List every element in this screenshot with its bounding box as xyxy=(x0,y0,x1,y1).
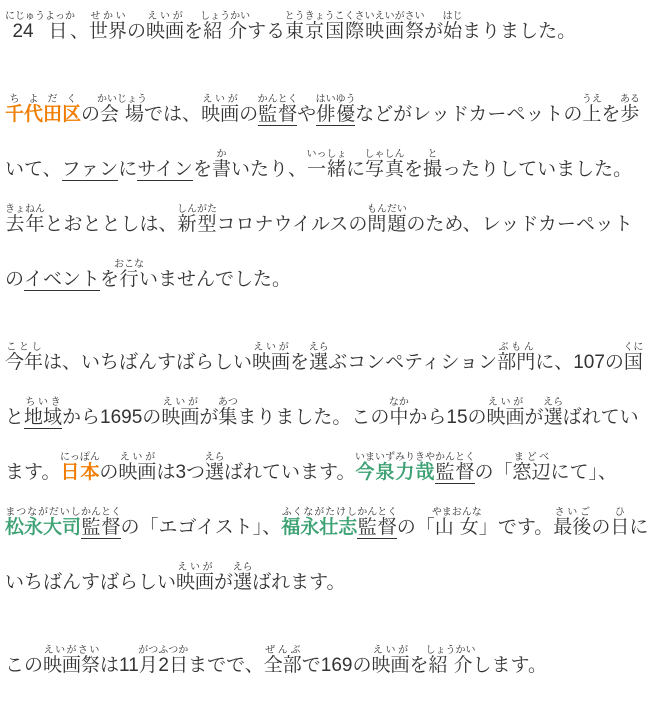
furigana-annotation: えら xyxy=(204,452,225,463)
text-run: は、いちばんすばらしい xyxy=(43,352,253,373)
text-run xyxy=(146,11,185,42)
text-run: いたり、 xyxy=(230,159,307,180)
text-run: します。 xyxy=(472,655,548,676)
furigana-annotation: か xyxy=(211,149,231,160)
text-run: が xyxy=(524,407,544,428)
text-run: コロナウイルスの xyxy=(216,214,368,235)
ruby-base-text: 問題もんだい xyxy=(366,204,407,235)
text-run: を xyxy=(192,159,212,180)
furigana-annotation: ちいき xyxy=(24,397,63,408)
ruby-base-text: 一緒いっしょ xyxy=(306,149,347,180)
furigana-annotation: えら xyxy=(232,562,253,573)
text-run xyxy=(114,259,145,290)
text-run xyxy=(138,645,159,676)
text-run: までで、 xyxy=(188,655,264,676)
text-run xyxy=(431,507,482,538)
dictionary-link[interactable]: イベント xyxy=(24,269,101,290)
furigana-annotation: まどべ xyxy=(512,452,551,463)
dictionary-link[interactable] xyxy=(435,452,476,484)
text-run: などがレッドカーペットの xyxy=(355,104,583,125)
text-run xyxy=(308,342,329,373)
ruby-base-text: 世界せかい xyxy=(89,11,128,42)
text-run: から15の xyxy=(408,407,487,428)
text-run: 、 xyxy=(69,21,89,42)
text-run: の xyxy=(81,104,101,125)
text-run xyxy=(177,204,218,235)
ruby-base-text: 日本にっぽん xyxy=(60,452,100,483)
ruby-base-text: 今年ことし xyxy=(5,342,44,373)
furigana-annotation: ことし xyxy=(5,342,43,353)
text-run xyxy=(263,645,302,676)
furigana-annotation: えら xyxy=(308,342,329,353)
dictionary-link[interactable] xyxy=(24,397,63,429)
paragraph xyxy=(5,87,649,307)
furigana-annotation: やまおんな xyxy=(431,507,482,518)
ruby-base-text: 日ひ xyxy=(610,507,630,538)
dictionary-link[interactable] xyxy=(81,507,122,539)
furigana-annotation: ある xyxy=(619,94,640,105)
text-run: が xyxy=(214,572,234,593)
text-run xyxy=(252,342,291,373)
furigana-annotation: えいが xyxy=(486,397,525,408)
furigana-annotation: まつながだいし xyxy=(5,507,81,518)
text-run: ばれています。 xyxy=(5,407,639,483)
ruby-base-text: 山女やまおんな xyxy=(431,507,482,538)
text-run xyxy=(442,11,463,42)
text-run: とおととしは、 xyxy=(44,214,178,235)
ruby-base-text: 映画えいが xyxy=(371,645,410,676)
paragraph xyxy=(5,638,649,693)
furigana-annotation: しょうかい xyxy=(200,11,251,22)
furigana-annotation: かんとく xyxy=(257,94,298,105)
text-run xyxy=(425,645,476,676)
text-run xyxy=(366,204,407,235)
furigana-annotation: ちよだく xyxy=(5,94,82,105)
dictionary-link[interactable] xyxy=(315,94,356,126)
text-run: のため、レッドカーペットの xyxy=(5,214,633,290)
text-run: を xyxy=(409,655,429,676)
place-link[interactable] xyxy=(5,94,82,125)
ruby-base-text: 監督かんとく xyxy=(357,507,398,538)
text-run xyxy=(371,645,410,676)
ruby-base-text: 映画えいが xyxy=(118,452,157,483)
furigana-annotation: せかい xyxy=(89,11,127,22)
text-run: で169の xyxy=(301,655,372,676)
text-run: の xyxy=(127,21,147,42)
text-run: を xyxy=(184,21,204,42)
ruby-base-text: 新型しんがた xyxy=(177,204,218,235)
text-run: 」です。 xyxy=(478,517,554,538)
text-run: から1695の xyxy=(62,407,162,428)
furigana-annotation: ふつか xyxy=(158,645,189,656)
ruby-base-text: 国くに xyxy=(623,342,644,373)
ruby-base-text: 監督かんとく xyxy=(435,452,476,483)
text-run: に xyxy=(118,159,138,180)
ruby-base-text: 選えら xyxy=(308,342,329,373)
furigana-annotation: えいがさい xyxy=(43,645,101,656)
text-run: は3つ xyxy=(156,462,206,483)
ruby-base-text: 俳優はいゆう xyxy=(315,94,356,125)
furigana-annotation: にっぽん xyxy=(60,452,100,463)
furigana-annotation: えいが xyxy=(146,11,185,22)
text-run: の「エゴイスト」、 xyxy=(120,517,282,538)
text-run: にいちばんすばらしい xyxy=(5,517,649,593)
text-run: まりました。 xyxy=(462,21,577,42)
person-link[interactable] xyxy=(5,507,82,538)
text-run xyxy=(201,94,240,125)
ruby-base-text: 映画えいが xyxy=(146,11,185,42)
ruby-base-text: 選えら xyxy=(204,452,225,483)
ruby-base-text: 紹介しょうかい xyxy=(200,11,251,42)
text-run: の「 xyxy=(474,462,513,483)
text-run: いて、 xyxy=(5,159,62,180)
text-run: の xyxy=(99,462,119,483)
ruby-base-text: 上うえ xyxy=(581,94,602,125)
text-run: と xyxy=(5,407,25,428)
text-run xyxy=(5,11,75,42)
ruby-base-text: 紹介しょうかい xyxy=(425,645,476,676)
furigana-annotation: いっしょ xyxy=(306,149,347,160)
furigana-annotation: きょねん xyxy=(5,204,45,215)
text-run: この xyxy=(5,655,44,676)
furigana-annotation: しゃしん xyxy=(364,149,405,160)
place-link[interactable] xyxy=(60,452,100,483)
ruby-base-text: 監督かんとく xyxy=(257,94,298,125)
text-run xyxy=(161,397,200,428)
ruby-base-text: 行おこな xyxy=(114,259,145,290)
text-run: まりました。この xyxy=(237,407,390,428)
text-run: を xyxy=(290,352,310,373)
ruby-base-text: 地域ちいき xyxy=(24,397,63,428)
ruby-base-text: 東京国際映画祭とうきょうこくさいえいがさい xyxy=(284,11,425,42)
text-run: ばれます。 xyxy=(252,572,346,593)
text-run: ったりしていました。 xyxy=(442,159,633,180)
text-run xyxy=(553,507,592,538)
ruby-base-text: 写真しゃしん xyxy=(364,149,405,180)
text-run xyxy=(211,149,231,180)
text-run: にて」、 xyxy=(550,462,618,483)
text-run xyxy=(619,94,640,125)
ruby-base-text: 2日ふつか xyxy=(158,645,189,676)
person-link[interactable] xyxy=(355,452,436,483)
text-run: の xyxy=(239,104,259,125)
text-run xyxy=(364,149,405,180)
ruby-base-text: 書か xyxy=(211,149,231,180)
furigana-annotation: えいが xyxy=(252,342,291,353)
text-run: の「 xyxy=(396,517,435,538)
text-run xyxy=(217,397,238,428)
text-run xyxy=(623,342,644,373)
text-run: ばれています。 xyxy=(224,462,356,483)
text-run xyxy=(118,452,157,483)
text-run xyxy=(388,397,409,428)
furigana-annotation: くに xyxy=(623,342,644,353)
text-run xyxy=(176,562,215,593)
furigana-annotation: しょうかい xyxy=(425,645,476,656)
text-run: いませんでした。 xyxy=(139,269,292,290)
text-run xyxy=(5,342,44,373)
text-run: や xyxy=(297,104,317,125)
ruby-base-text: 監督かんとく xyxy=(81,507,122,538)
furigana-annotation: はいゆう xyxy=(315,94,356,105)
furigana-annotation: とうきょうこくさいえいがさい xyxy=(284,11,425,22)
ruby-base-text: 去年きょねん xyxy=(5,204,45,235)
furigana-annotation: うえ xyxy=(581,94,602,105)
text-run: に xyxy=(346,159,366,180)
ruby-base-text: 映画えいが xyxy=(176,562,215,593)
text-run xyxy=(43,645,101,676)
text-run: を xyxy=(404,159,424,180)
ruby-base-text: 映画えいが xyxy=(161,397,200,428)
ruby-base-text: 選えら xyxy=(232,562,253,593)
text-run: が xyxy=(199,407,219,428)
furigana-annotation: えいが xyxy=(176,562,215,573)
ruby-base-text: 24日にじゅうよっか xyxy=(5,11,75,42)
furigana-annotation: ぜんぶ xyxy=(263,645,302,656)
text-run xyxy=(306,149,347,180)
ruby-base-text: 中なか xyxy=(388,397,409,428)
ruby-base-text: 最後さいご xyxy=(553,507,592,538)
text-run xyxy=(497,342,536,373)
ruby-base-text: 今泉力哉いまいずみりきや xyxy=(355,452,436,483)
text-run xyxy=(97,94,148,125)
text-run xyxy=(423,149,443,180)
text-run xyxy=(158,645,189,676)
ruby-base-text: 会場かいじょう xyxy=(97,94,148,125)
text-run: は11 xyxy=(100,655,139,676)
furigana-annotation: えいが xyxy=(161,397,200,408)
person-link[interactable] xyxy=(281,507,358,538)
ruby-base-text: 始はじ xyxy=(442,11,463,42)
ruby-base-text: 映画えいが xyxy=(201,94,240,125)
text-run xyxy=(284,11,425,42)
furigana-annotation: にじゅうよっか xyxy=(5,11,75,22)
text-run xyxy=(610,507,630,538)
furigana-annotation: いまいずみりきや xyxy=(355,452,436,463)
dictionary-link[interactable] xyxy=(357,507,398,539)
text-run: に、107の xyxy=(535,352,624,373)
furigana-annotation: と xyxy=(423,149,443,160)
furigana-annotation: はじ xyxy=(442,11,463,22)
text-run xyxy=(543,397,564,428)
furigana-annotation: ぶもん xyxy=(497,342,536,353)
furigana-annotation: かいじょう xyxy=(97,94,148,105)
text-run xyxy=(486,397,525,428)
text-run: の xyxy=(591,517,611,538)
text-run xyxy=(581,94,602,125)
ruby-base-text: 部門ぶもん xyxy=(497,342,536,373)
furigana-annotation: えいが xyxy=(201,94,240,105)
text-run xyxy=(5,204,45,235)
ruby-base-text: 歩ある xyxy=(619,94,640,125)
dictionary-link[interactable]: サイン xyxy=(137,159,193,180)
ruby-base-text: 映画えいが xyxy=(486,397,525,428)
furigana-annotation: しんがた xyxy=(177,204,218,215)
furigana-annotation: ひ xyxy=(610,507,630,518)
text-run xyxy=(512,452,551,483)
paragraph xyxy=(5,4,649,59)
furigana-annotation: おこな xyxy=(114,259,145,270)
text-run: では、 xyxy=(144,104,202,125)
text-run: ぶコンペティション xyxy=(328,352,498,373)
text-run: を xyxy=(100,269,120,290)
text-run: する xyxy=(247,21,286,42)
ruby-base-text: 松永大司まつながだいし xyxy=(5,507,82,538)
text-run: を xyxy=(601,104,621,125)
furigana-annotation: えいが xyxy=(118,452,157,463)
furigana-annotation: さいご xyxy=(553,507,592,518)
furigana-annotation: えら xyxy=(543,397,564,408)
ruby-base-text: 全部ぜんぶ xyxy=(263,645,302,676)
text-run xyxy=(89,11,128,42)
furigana-annotation: ふくながたけし xyxy=(281,507,358,518)
furigana-annotation: かんとく xyxy=(357,507,398,518)
text-run xyxy=(200,11,251,42)
furigana-annotation: もんだい xyxy=(366,204,407,215)
text-run xyxy=(232,562,253,593)
furigana-annotation: あつ xyxy=(217,397,238,408)
furigana-annotation: えいが xyxy=(371,645,410,656)
furigana-annotation: かんとく xyxy=(435,452,476,463)
text-run xyxy=(204,452,225,483)
ruby-base-text: 映画祭えいがさい xyxy=(43,645,101,676)
ruby-base-text: 選えら xyxy=(543,397,564,428)
ruby-base-text: 千代田区ちよだく xyxy=(5,94,82,125)
dictionary-link[interactable] xyxy=(257,94,298,126)
ruby-base-text: 月がつ xyxy=(138,645,159,676)
ruby-base-text: 福永壮志ふくながたけし xyxy=(281,507,358,538)
furigana-annotation: かんとく xyxy=(81,507,122,518)
dictionary-link[interactable]: ファン xyxy=(61,159,119,180)
furigana-annotation: がつ xyxy=(138,645,159,656)
ruby-base-text: 撮と xyxy=(423,149,443,180)
text-run: が xyxy=(424,21,444,42)
paragraph xyxy=(5,335,649,610)
ruby-base-text: 集あつ xyxy=(217,397,238,428)
furigana-annotation: なか xyxy=(388,397,409,408)
ruby-base-text: 映画えいが xyxy=(252,342,291,373)
ruby-base-text: 窓辺まどべ xyxy=(512,452,551,483)
